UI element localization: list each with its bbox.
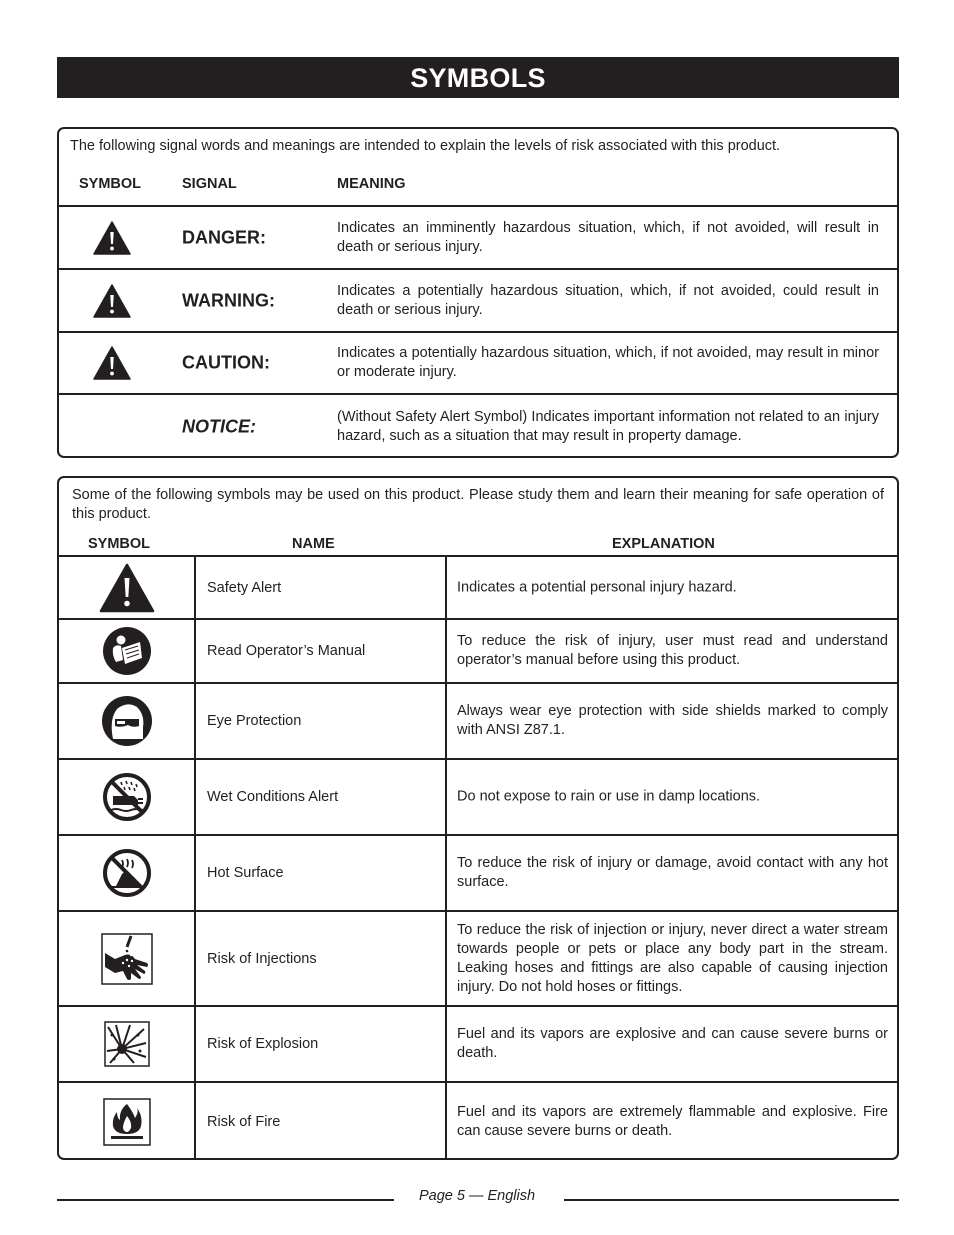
symbol-explanation: Fuel and its vapors are extremely flammable and explosive. Fire can cause severe burns or death. xyxy=(457,1103,888,1139)
wet-conditions-icon xyxy=(102,772,152,822)
symbol-name: Eye Protection xyxy=(207,713,302,729)
safety-alert-icon xyxy=(93,346,131,380)
table-row xyxy=(59,910,897,1005)
signal-row-danger xyxy=(59,205,897,268)
symbol-explanation: Do not expose to rain or use in damp locations. xyxy=(457,788,761,805)
symbol-explanation: Fuel and its vapors are explosive and can cause severe burns or death. xyxy=(457,1026,888,1061)
table-row xyxy=(59,682,897,758)
signal-meaning: Indicates an imminently hazardous situation, which, if not avoided, will result in death or serious injury. xyxy=(337,219,879,255)
fire-icon xyxy=(103,1098,151,1146)
signal-header-signal: SIGNAL xyxy=(182,176,237,192)
signal-meaning: (Without Safety Alert Symbol) Indicates important information not related to an injury hazard, such as a situation that may result in property damage. xyxy=(337,408,879,444)
table-row xyxy=(59,834,897,910)
page-number: Page 5 — English xyxy=(418,1188,536,1204)
footer-rule-right xyxy=(564,1199,899,1201)
injection-hand-icon xyxy=(101,933,153,985)
symbol-name: Wet Conditions Alert xyxy=(207,789,339,805)
table-row xyxy=(59,1081,897,1160)
signal-word: DANGER: xyxy=(182,227,266,247)
symbol-explanation: To reduce the risk of injury, user must read and understand operator’s manual before using this product. xyxy=(457,633,888,668)
symbol-explanation: Always wear eye protection with side shields marked to comply with ANSI Z87.1. xyxy=(457,703,888,738)
signal-words-table xyxy=(57,127,899,458)
signal-word: NOTICE: xyxy=(182,416,256,436)
safety-alert-icon xyxy=(93,221,131,255)
signal-header-symbol: SYMBOL xyxy=(79,176,142,192)
signal-intro-text: The following signal words and meanings are intended to explain the levels of risk associated with this product. xyxy=(70,138,781,154)
page-title: SYMBOLS xyxy=(57,57,899,98)
table-row xyxy=(59,1005,897,1081)
symbol-name: Hot Surface xyxy=(207,865,284,881)
signal-row-caution xyxy=(59,331,897,393)
signal-word: WARNING: xyxy=(182,290,275,310)
symbols-header-symbol: SYMBOL xyxy=(88,536,151,552)
symbol-explanation: Indicates a potential personal injury hazard. xyxy=(457,579,737,595)
table-row xyxy=(59,618,897,682)
safety-alert-icon xyxy=(99,563,155,613)
signal-header-meaning: MEANING xyxy=(337,176,406,192)
hot-surface-icon xyxy=(102,848,152,898)
symbols-header-explanation: EXPLANATION xyxy=(612,536,715,552)
symbols-intro-text: Some of the following symbols may be used on this product. Please study them and learn their meaning for safe operation of this product. xyxy=(72,487,884,522)
eye-protection-icon xyxy=(101,695,153,747)
signal-meaning: Indicates a potentially hazardous situation, which, if not avoided, may result in minor or moderate injury. xyxy=(337,345,879,380)
signal-row-warning xyxy=(59,268,897,331)
safety-alert-icon xyxy=(93,284,131,318)
signal-row-notice xyxy=(59,393,897,458)
symbol-name: Risk of Injections xyxy=(207,950,317,967)
signal-word: CAUTION: xyxy=(182,352,270,373)
symbol-explanation: To reduce the risk of injury or damage, avoid contact with any hot surface. xyxy=(457,855,888,890)
symbol-name: Safety Alert xyxy=(207,579,282,596)
symbols-header-name: NAME xyxy=(292,536,335,552)
symbol-name: Risk of Explosion xyxy=(207,1036,319,1052)
table-row xyxy=(59,758,897,834)
signal-meaning: Indicates a potentially hazardous situation, which, if not avoided, could result in death or serious injury. xyxy=(337,282,879,318)
symbols-table xyxy=(57,476,899,1160)
explosion-icon xyxy=(104,1021,150,1067)
read-manual-icon xyxy=(102,626,152,676)
table-row xyxy=(59,555,897,618)
symbol-explanation: To reduce the risk of injection or injury, never direct a water stream towards people or pets or place any body part in the stream. Leaking hoses and fittings are also capable of causing injection injury. Do not hold hoses or fittings. xyxy=(457,921,888,995)
symbol-name: Read Operator’s Manual xyxy=(207,643,366,659)
symbol-name: Risk of Fire xyxy=(207,1113,281,1130)
